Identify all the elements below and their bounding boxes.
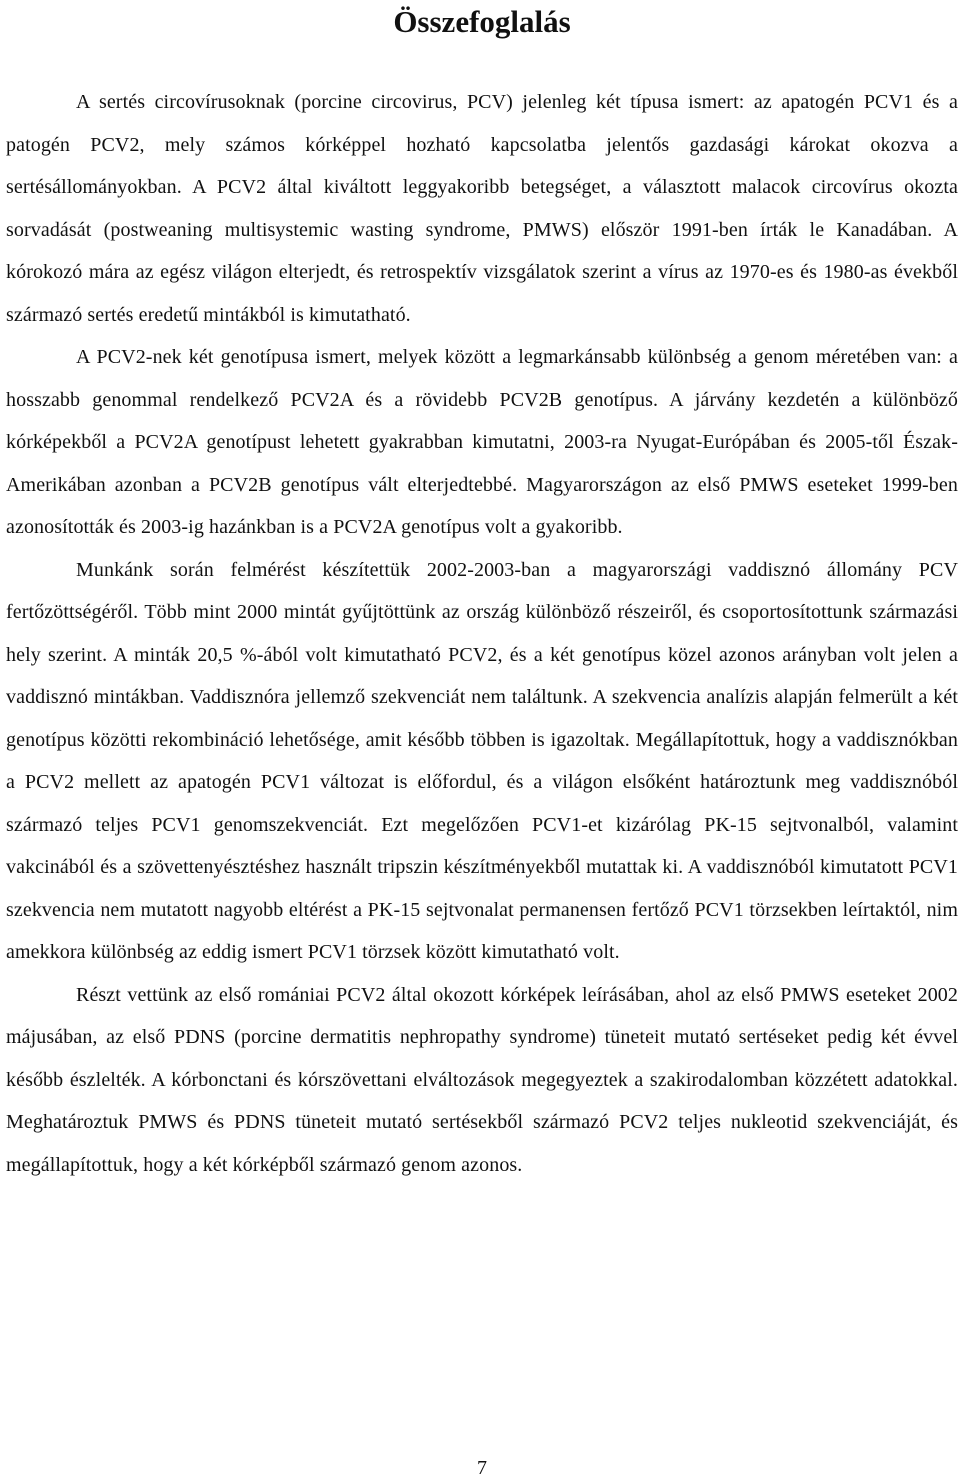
page-number: 7 xyxy=(477,1457,487,1479)
document-page xyxy=(6,0,958,1483)
summary-body xyxy=(6,81,958,1186)
paragraph-2: A PCV2-nek két genotípusa ismert, melyek között a legmarkánsabb különbség a genom méretében van: a hosszabb genommal rendelkező PCV2A és a rövidebb PCV2B genotípus. A járvány kezdetén a különböző kórképekből a PCV2A genotípust lehetett gyakrabban kimutatni, 2003-ra Nyugat-Európában és 2005-től Észak-Amerikában azonban a PCV2B genotípus vált elterjedtebbé. Magyarországon az első PMWS eseteket 1999-ben azonosították és 2003-ig hazánkban is a PCV2A genotípus volt a gyakoribb. xyxy=(6,346,958,538)
paragraph-4: Részt vettünk az első romániai PCV2 által okozott kórképek leírásában, ahol az első PMWS eseteket 2002 májusában, az első PDNS (porcine dermatitis nephropathy syndrome) tüneteit mutató sertéseket pedig két évvel később észlelték. A kórbonctani és kórszövettani elváltozások megegyeztek a szakirodalomban közzétett adatokkal. Meghatároztuk PMWS és PDNS tüneteit mutató sertésekből származó PCV2 teljes nukleotid szekvenciáját, és megállapítottuk, hogy a két kórképből származó genom azonos. xyxy=(6,983,958,1176)
page-title: Összefoglalás xyxy=(393,4,571,39)
paragraph-1: A sertés circovírusoknak (porcine circovirus, PCV) jelenleg két típusa ismert: az apatogén PCV1 és a patogén PCV2, mely számos kórképpel hozható kapcsolatba jelentős gazdasági károkat okozva a sertésállományokban. A PCV2 által kiváltott leggyakoribb betegséget, a választott malacok circovírus okozta sorvadását (postweaning multisystemic wasting syndrome, PMWS) először 1991-ben írták le Kanadában. A kórokozó mára az egész világon elterjedt, és retrospektív vizsgálatok szerint a vírus az 1970-es és 1980-as évekből származó sertés eredetű mintákból is kimutatható. xyxy=(6,91,958,326)
paragraph-3: Munkánk során felmérést készítettük 2002-2003-ban a magyarországi vaddisznó állomány PCV fertőzöttségéről. Több mint 2000 mintát gyűjtöttünk az ország különböző részeiről, és csoportosítottunk származási hely szerint. A minták 20,5 %-ából volt kimutatható PCV2, és a két genotípus közel azonos arányban volt jelen a vaddisznó mintákban. Vaddisznóra jellemző szekvenciát nem találtunk. A szekvencia analízis alapján felmerült a két genotípus közötti rekombináció lehetősége, amit később többen is igazoltak. Megállapítottuk, hogy a vaddisznókban a PCV2 mellett az apatogén PCV1 változat is előfordul, és a világon elsőként határoztunk meg vaddisznóból származó teljes PCV1 genomszekvenciát. Ezt megelőzően PCV1-et kizárólag PK-15 sejtvonalból, valamint vakcinából és a szövettenyésztéshez használt tripszin készítményekből mutattak ki. A vaddisznóból kimutatott PCV1 szekvencia nem mutatott nagyobb eltérést a PK-15 sejtvonalat permanensen fertőző PCV1 törzsekben leírtaktól, nim amekkora különbség az eddig ismert PCV1 törzsek között kimutatható volt. xyxy=(6,558,958,963)
